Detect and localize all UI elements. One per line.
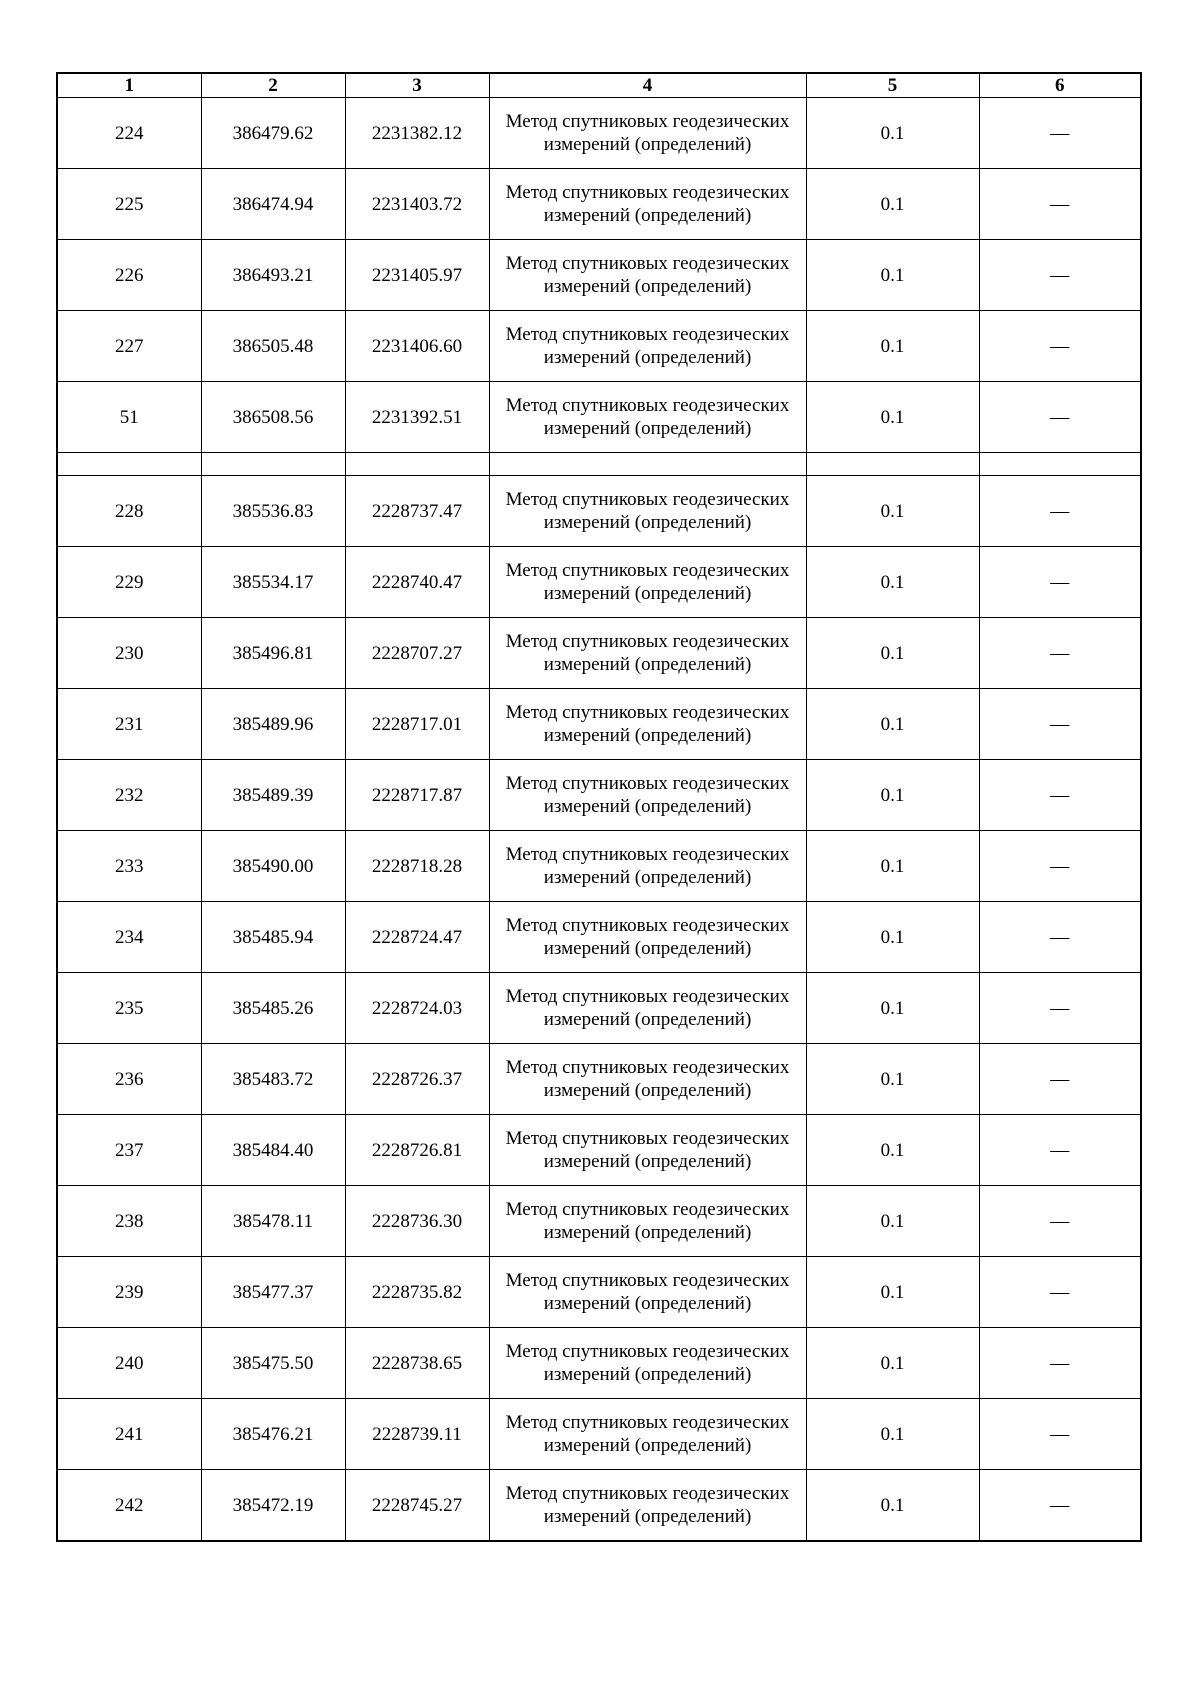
cell-point-number: 224 bbox=[57, 98, 201, 169]
column-header-5: 5 bbox=[806, 73, 979, 98]
table-row bbox=[57, 382, 1141, 453]
table-row bbox=[57, 98, 1141, 169]
cell-x-coordinate: 385536.83 bbox=[201, 476, 345, 547]
table-row bbox=[57, 1257, 1141, 1328]
cell-accuracy: 0.1 bbox=[806, 1328, 979, 1399]
cell-x-coordinate: 386508.56 bbox=[201, 382, 345, 453]
cell-x-coordinate: 385475.50 bbox=[201, 1328, 345, 1399]
cell-note: — bbox=[979, 1328, 1141, 1399]
cell-y-coordinate: 2231382.12 bbox=[345, 98, 489, 169]
cell-point-number: 240 bbox=[57, 1328, 201, 1399]
cell-method: Метод спутниковых геодезических измерений (определений) bbox=[489, 973, 806, 1044]
cell-y-coordinate: 2231403.72 bbox=[345, 169, 489, 240]
cell-y-coordinate: 2231406.60 bbox=[345, 311, 489, 382]
cell-method: Метод спутниковых геодезических измерений (определений) bbox=[489, 902, 806, 973]
cell-accuracy: 0.1 bbox=[806, 311, 979, 382]
cell-note: — bbox=[979, 689, 1141, 760]
table-row bbox=[57, 240, 1141, 311]
cell-point-number: 51 bbox=[57, 382, 201, 453]
cell-point-number: 237 bbox=[57, 1115, 201, 1186]
cell-method: Метод спутниковых геодезических измерений (определений) bbox=[489, 1399, 806, 1470]
cell-accuracy: 0.1 bbox=[806, 1044, 979, 1115]
cell-x-coordinate: 385485.94 bbox=[201, 902, 345, 973]
cell-x-coordinate: 385489.96 bbox=[201, 689, 345, 760]
cell-point-number: 235 bbox=[57, 973, 201, 1044]
table-row bbox=[57, 169, 1141, 240]
cell-method: Метод спутниковых геодезических измерений (определений) bbox=[489, 1470, 806, 1542]
cell-note: — bbox=[979, 547, 1141, 618]
table-header bbox=[57, 73, 1141, 98]
cell-y-coordinate: 2228707.27 bbox=[345, 618, 489, 689]
cell-note: — bbox=[979, 618, 1141, 689]
cell-point-number: 231 bbox=[57, 689, 201, 760]
cell-accuracy: 0.1 bbox=[806, 1399, 979, 1470]
cell-point-number: 226 bbox=[57, 240, 201, 311]
cell-point-number: 229 bbox=[57, 547, 201, 618]
cell-y-coordinate: 2231392.51 bbox=[345, 382, 489, 453]
cell-method: Метод спутниковых геодезических измерений (определений) bbox=[489, 831, 806, 902]
table-row bbox=[57, 1044, 1141, 1115]
cell-point-number: 228 bbox=[57, 476, 201, 547]
cell-note: — bbox=[979, 1186, 1141, 1257]
table-row bbox=[57, 760, 1141, 831]
table-row bbox=[57, 689, 1141, 760]
cell-note: — bbox=[979, 760, 1141, 831]
cell-method: Метод спутниковых геодезических измерений (определений) bbox=[489, 689, 806, 760]
cell-point-number: 232 bbox=[57, 760, 201, 831]
cell-y-coordinate: 2228718.28 bbox=[345, 831, 489, 902]
cell-method: Метод спутниковых геодезических измерений (определений) bbox=[489, 760, 806, 831]
cell-note: — bbox=[979, 902, 1141, 973]
cell-method: Метод спутниковых геодезических измерений (определений) bbox=[489, 98, 806, 169]
cell-y-coordinate: 2228717.01 bbox=[345, 689, 489, 760]
cell-accuracy: 0.1 bbox=[806, 689, 979, 760]
cell-note: — bbox=[979, 973, 1141, 1044]
cell-note: — bbox=[979, 240, 1141, 311]
cell-x-coordinate: 385485.26 bbox=[201, 973, 345, 1044]
cell-x-coordinate: 386505.48 bbox=[201, 311, 345, 382]
cell-y-coordinate: 2228737.47 bbox=[345, 476, 489, 547]
table-row bbox=[57, 973, 1141, 1044]
cell-y-coordinate: 2228739.11 bbox=[345, 1399, 489, 1470]
cell-x-coordinate: 385476.21 bbox=[201, 1399, 345, 1470]
table-row bbox=[57, 618, 1141, 689]
table-row bbox=[57, 1186, 1141, 1257]
cell-y-coordinate: 2228736.30 bbox=[345, 1186, 489, 1257]
cell-note: — bbox=[979, 831, 1141, 902]
cell-accuracy: 0.1 bbox=[806, 240, 979, 311]
empty-separator-row bbox=[57, 453, 1141, 476]
cell-x-coordinate: 385489.39 bbox=[201, 760, 345, 831]
cell-x-coordinate: 385477.37 bbox=[201, 1257, 345, 1328]
cell-accuracy: 0.1 bbox=[806, 902, 979, 973]
cell-method: Метод спутниковых геодезических измерений (определений) bbox=[489, 618, 806, 689]
cell-accuracy: 0.1 bbox=[806, 382, 979, 453]
table-row bbox=[57, 902, 1141, 973]
cell-note: — bbox=[979, 476, 1141, 547]
cell-accuracy: 0.1 bbox=[806, 169, 979, 240]
cell-point-number: 238 bbox=[57, 1186, 201, 1257]
cell-note: — bbox=[979, 1470, 1141, 1542]
cell-note: — bbox=[979, 311, 1141, 382]
cell-y-coordinate: 2228717.87 bbox=[345, 760, 489, 831]
cell-y-coordinate: 2228724.47 bbox=[345, 902, 489, 973]
cell-x-coordinate: 385534.17 bbox=[201, 547, 345, 618]
cell-accuracy: 0.1 bbox=[806, 1115, 979, 1186]
cell-x-coordinate: 385496.81 bbox=[201, 618, 345, 689]
cell-note bbox=[979, 453, 1141, 476]
cell-accuracy: 0.1 bbox=[806, 1470, 979, 1542]
cell-y-coordinate bbox=[345, 453, 489, 476]
header-row bbox=[57, 73, 1141, 98]
table-row bbox=[57, 476, 1141, 547]
cell-method: Метод спутниковых геодезических измерений (определений) bbox=[489, 1044, 806, 1115]
cell-point-number: 233 bbox=[57, 831, 201, 902]
cell-accuracy: 0.1 bbox=[806, 618, 979, 689]
cell-accuracy: 0.1 bbox=[806, 547, 979, 618]
cell-y-coordinate: 2228740.47 bbox=[345, 547, 489, 618]
cell-x-coordinate bbox=[201, 453, 345, 476]
cell-point-number: 230 bbox=[57, 618, 201, 689]
cell-note: — bbox=[979, 382, 1141, 453]
cell-note: — bbox=[979, 1399, 1141, 1470]
cell-point-number: 241 bbox=[57, 1399, 201, 1470]
cell-y-coordinate: 2231405.97 bbox=[345, 240, 489, 311]
cell-y-coordinate: 2228738.65 bbox=[345, 1328, 489, 1399]
cell-point-number: 225 bbox=[57, 169, 201, 240]
cell-x-coordinate: 386474.94 bbox=[201, 169, 345, 240]
cell-point-number: 239 bbox=[57, 1257, 201, 1328]
column-header-1: 1 bbox=[57, 73, 201, 98]
cell-accuracy: 0.1 bbox=[806, 1257, 979, 1328]
cell-accuracy: 0.1 bbox=[806, 476, 979, 547]
cell-point-number: 227 bbox=[57, 311, 201, 382]
table-row bbox=[57, 1399, 1141, 1470]
coordinates-table bbox=[56, 72, 1142, 1542]
cell-accuracy: 0.1 bbox=[806, 973, 979, 1044]
cell-point-number bbox=[57, 453, 201, 476]
cell-note: — bbox=[979, 98, 1141, 169]
column-header-6: 6 bbox=[979, 73, 1141, 98]
cell-note: — bbox=[979, 1257, 1141, 1328]
cell-method: Метод спутниковых геодезических измерений (определений) bbox=[489, 476, 806, 547]
cell-method: Метод спутниковых геодезических измерений (определений) bbox=[489, 382, 806, 453]
cell-method: Метод спутниковых геодезических измерений (определений) bbox=[489, 1186, 806, 1257]
table-row bbox=[57, 547, 1141, 618]
cell-x-coordinate: 386493.21 bbox=[201, 240, 345, 311]
cell-y-coordinate: 2228726.81 bbox=[345, 1115, 489, 1186]
cell-note: — bbox=[979, 1044, 1141, 1115]
cell-accuracy: 0.1 bbox=[806, 98, 979, 169]
table-row bbox=[57, 1328, 1141, 1399]
cell-point-number: 236 bbox=[57, 1044, 201, 1115]
cell-point-number: 242 bbox=[57, 1470, 201, 1542]
table-row bbox=[57, 311, 1141, 382]
cell-method bbox=[489, 453, 806, 476]
table-row bbox=[57, 1115, 1141, 1186]
cell-method: Метод спутниковых геодезических измерений (определений) bbox=[489, 1257, 806, 1328]
cell-method: Метод спутниковых геодезических измерений (определений) bbox=[489, 1328, 806, 1399]
cell-note: — bbox=[979, 1115, 1141, 1186]
cell-accuracy: 0.1 bbox=[806, 831, 979, 902]
column-header-2: 2 bbox=[201, 73, 345, 98]
cell-method: Метод спутниковых геодезических измерений (определений) bbox=[489, 311, 806, 382]
cell-method: Метод спутниковых геодезических измерений (определений) bbox=[489, 240, 806, 311]
cell-y-coordinate: 2228735.82 bbox=[345, 1257, 489, 1328]
cell-y-coordinate: 2228724.03 bbox=[345, 973, 489, 1044]
cell-x-coordinate: 385472.19 bbox=[201, 1470, 345, 1542]
table-row bbox=[57, 831, 1141, 902]
cell-method: Метод спутниковых геодезических измерений (определений) bbox=[489, 547, 806, 618]
cell-x-coordinate: 386479.62 bbox=[201, 98, 345, 169]
cell-point-number: 234 bbox=[57, 902, 201, 973]
column-header-3: 3 bbox=[345, 73, 489, 98]
cell-accuracy bbox=[806, 453, 979, 476]
cell-accuracy: 0.1 bbox=[806, 760, 979, 831]
cell-accuracy: 0.1 bbox=[806, 1186, 979, 1257]
cell-x-coordinate: 385490.00 bbox=[201, 831, 345, 902]
cell-y-coordinate: 2228726.37 bbox=[345, 1044, 489, 1115]
cell-y-coordinate: 2228745.27 bbox=[345, 1470, 489, 1542]
cell-method: Метод спутниковых геодезических измерений (определений) bbox=[489, 169, 806, 240]
table-row bbox=[57, 1470, 1141, 1542]
cell-note: — bbox=[979, 169, 1141, 240]
cell-x-coordinate: 385478.11 bbox=[201, 1186, 345, 1257]
cell-x-coordinate: 385483.72 bbox=[201, 1044, 345, 1115]
table-body bbox=[57, 98, 1141, 1542]
cell-x-coordinate: 385484.40 bbox=[201, 1115, 345, 1186]
cell-method: Метод спутниковых геодезических измерений (определений) bbox=[489, 1115, 806, 1186]
column-header-4: 4 bbox=[489, 73, 806, 98]
